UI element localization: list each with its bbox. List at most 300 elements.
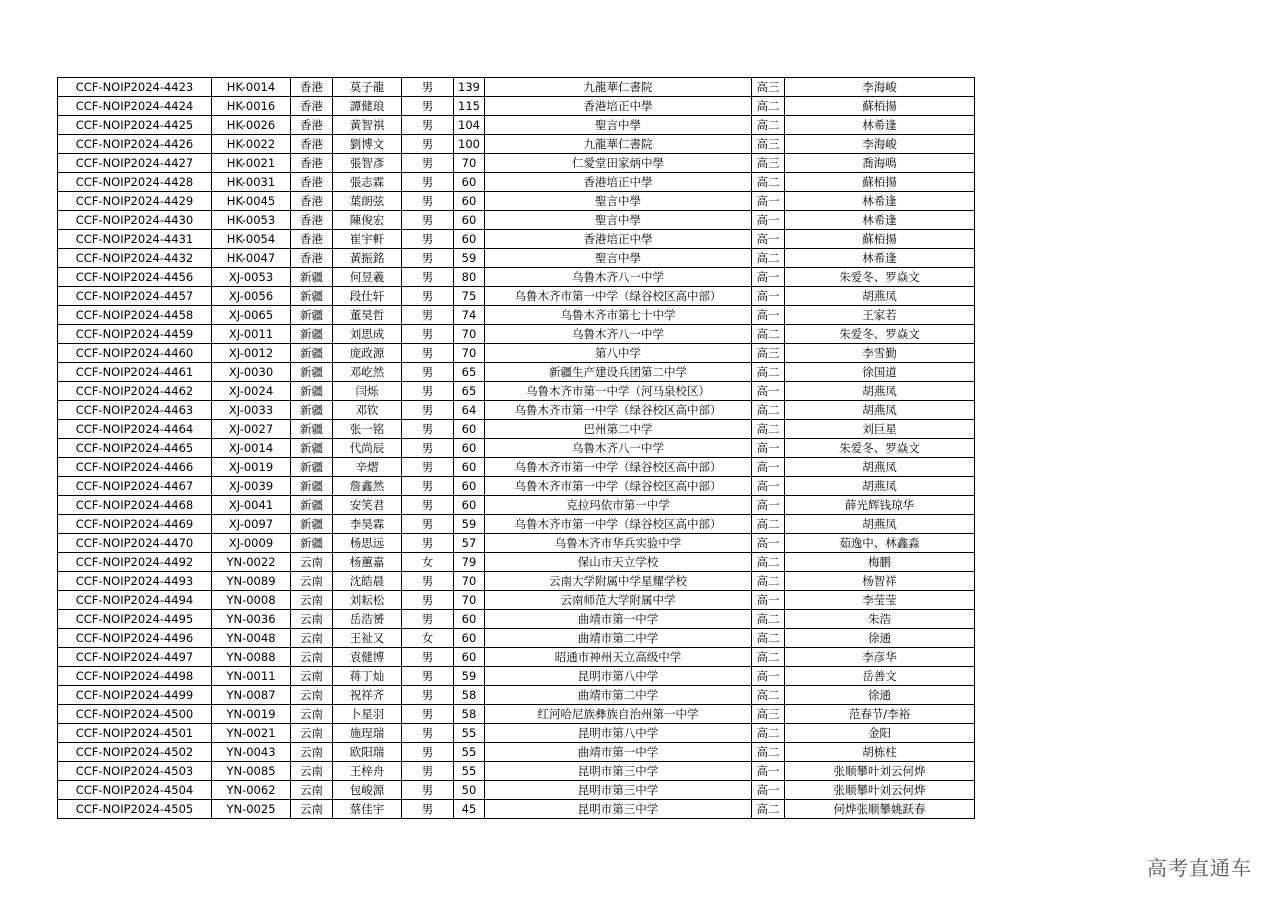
cell-exam-number: HK-0047 — [212, 249, 291, 268]
cell-gender: 男 — [402, 192, 454, 211]
cell-gender: 男 — [402, 686, 454, 705]
cell-gender: 男 — [402, 363, 454, 382]
cell-gender: 男 — [402, 458, 454, 477]
cell-coach: 张顺攀叶刘云何烨 — [785, 781, 975, 800]
cell-exam-number: XJ-0056 — [212, 287, 291, 306]
cell-grade: 高一 — [752, 268, 785, 287]
cell-province: 云南 — [291, 762, 333, 781]
cell-grade: 高二 — [752, 515, 785, 534]
cell-school: 克拉玛依市第一中学 — [485, 496, 752, 515]
cell-name: 蒋丁灿 — [333, 667, 402, 686]
cell-contestant-id: CCF-NOIP2024-4494 — [58, 591, 212, 610]
cell-exam-number: XJ-0024 — [212, 382, 291, 401]
cell-gender: 男 — [402, 230, 454, 249]
cell-school: 昆明市第三中学 — [485, 800, 752, 819]
cell-gender: 男 — [402, 211, 454, 230]
cell-score: 60 — [454, 458, 485, 477]
table-body — [58, 78, 975, 819]
cell-contestant-id: CCF-NOIP2024-4464 — [58, 420, 212, 439]
table-row — [58, 572, 975, 591]
cell-coach: 王家若 — [785, 306, 975, 325]
cell-contestant-id: CCF-NOIP2024-4465 — [58, 439, 212, 458]
cell-score: 70 — [454, 154, 485, 173]
cell-score: 79 — [454, 553, 485, 572]
cell-score: 70 — [454, 591, 485, 610]
cell-province: 香港 — [291, 211, 333, 230]
cell-gender: 男 — [402, 344, 454, 363]
cell-grade: 高一 — [752, 781, 785, 800]
cell-province: 香港 — [291, 116, 333, 135]
table-row — [58, 363, 975, 382]
cell-school: 聖言中學 — [485, 116, 752, 135]
cell-exam-number: HK-0026 — [212, 116, 291, 135]
cell-score: 65 — [454, 382, 485, 401]
cell-score: 58 — [454, 686, 485, 705]
cell-gender: 男 — [402, 705, 454, 724]
cell-gender: 男 — [402, 496, 454, 515]
table-row — [58, 667, 975, 686]
cell-exam-number: XJ-0009 — [212, 534, 291, 553]
cell-school: 乌鲁木齐市华兵实验中学 — [485, 534, 752, 553]
table-row — [58, 648, 975, 667]
table-row — [58, 477, 975, 496]
cell-province: 云南 — [291, 686, 333, 705]
cell-score: 60 — [454, 477, 485, 496]
cell-coach: 金阳 — [785, 724, 975, 743]
table-row — [58, 534, 975, 553]
table-row — [58, 496, 975, 515]
cell-score: 60 — [454, 211, 485, 230]
table-row — [58, 553, 975, 572]
cell-exam-number: HK-0045 — [212, 192, 291, 211]
cell-province: 香港 — [291, 97, 333, 116]
cell-contestant-id: CCF-NOIP2024-4456 — [58, 268, 212, 287]
cell-school: 昭通市神州天立高级中学 — [485, 648, 752, 667]
cell-gender: 男 — [402, 287, 454, 306]
cell-name: 蔡佳宇 — [333, 800, 402, 819]
cell-gender: 男 — [402, 249, 454, 268]
cell-name: 劉博文 — [333, 135, 402, 154]
cell-school: 新疆生产建设兵团第二中学 — [485, 363, 752, 382]
cell-province: 新疆 — [291, 344, 333, 363]
cell-province: 新疆 — [291, 325, 333, 344]
cell-coach: 李莹莹 — [785, 591, 975, 610]
table-row — [58, 382, 975, 401]
cell-school: 乌鲁木齐八一中学 — [485, 268, 752, 287]
cell-contestant-id: CCF-NOIP2024-4461 — [58, 363, 212, 382]
cell-name: 袁健博 — [333, 648, 402, 667]
cell-province: 新疆 — [291, 382, 333, 401]
cell-contestant-id: CCF-NOIP2024-4492 — [58, 553, 212, 572]
cell-exam-number: XJ-0030 — [212, 363, 291, 382]
cell-exam-number: HK-0054 — [212, 230, 291, 249]
cell-grade: 高二 — [752, 553, 785, 572]
cell-contestant-id: CCF-NOIP2024-4431 — [58, 230, 212, 249]
cell-gender: 男 — [402, 762, 454, 781]
cell-grade: 高二 — [752, 724, 785, 743]
cell-province: 新疆 — [291, 496, 333, 515]
cell-grade: 高一 — [752, 458, 785, 477]
cell-contestant-id: CCF-NOIP2024-4500 — [58, 705, 212, 724]
cell-exam-number: YN-0021 — [212, 724, 291, 743]
cell-coach: 胡燕凤 — [785, 477, 975, 496]
cell-coach: 张顺攀叶刘云何烨 — [785, 762, 975, 781]
cell-coach: 李雪勤 — [785, 344, 975, 363]
cell-name: 刘思成 — [333, 325, 402, 344]
cell-score: 55 — [454, 743, 485, 762]
cell-score: 80 — [454, 268, 485, 287]
cell-grade: 高一 — [752, 230, 785, 249]
cell-score: 58 — [454, 705, 485, 724]
cell-coach: 胡燕凤 — [785, 458, 975, 477]
cell-score: 100 — [454, 135, 485, 154]
cell-score: 75 — [454, 287, 485, 306]
cell-school: 乌鲁木齐市第一中学（绿谷校区高中部） — [485, 287, 752, 306]
cell-grade: 高一 — [752, 382, 785, 401]
table-row — [58, 306, 975, 325]
cell-exam-number: XJ-0012 — [212, 344, 291, 363]
cell-score: 59 — [454, 667, 485, 686]
cell-gender: 男 — [402, 135, 454, 154]
cell-grade: 高二 — [752, 325, 785, 344]
cell-grade: 高一 — [752, 287, 785, 306]
cell-school: 乌鲁木齐市第一中学（绿谷校区高中部） — [485, 515, 752, 534]
cell-coach: 林希逢 — [785, 249, 975, 268]
cell-exam-number: YN-0089 — [212, 572, 291, 591]
cell-score: 115 — [454, 97, 485, 116]
cell-contestant-id: CCF-NOIP2024-4496 — [58, 629, 212, 648]
cell-province: 新疆 — [291, 534, 333, 553]
cell-score: 59 — [454, 515, 485, 534]
table-row — [58, 439, 975, 458]
cell-name: 沈皓晨 — [333, 572, 402, 591]
cell-coach: 胡燕凤 — [785, 401, 975, 420]
cell-grade: 高二 — [752, 116, 785, 135]
cell-province: 云南 — [291, 724, 333, 743]
cell-exam-number: XJ-0039 — [212, 477, 291, 496]
table-row — [58, 515, 975, 534]
cell-gender: 男 — [402, 116, 454, 135]
cell-gender: 男 — [402, 420, 454, 439]
cell-province: 云南 — [291, 743, 333, 762]
cell-province: 云南 — [291, 667, 333, 686]
table-row — [58, 97, 975, 116]
cell-grade: 高一 — [752, 211, 785, 230]
cell-school: 巴州第二中学 — [485, 420, 752, 439]
cell-contestant-id: CCF-NOIP2024-4426 — [58, 135, 212, 154]
cell-name: 邓钦 — [333, 401, 402, 420]
cell-exam-number: HK-0053 — [212, 211, 291, 230]
cell-coach: 范春节/李裕 — [785, 705, 975, 724]
cell-name: 崔宇軒 — [333, 230, 402, 249]
cell-contestant-id: CCF-NOIP2024-4432 — [58, 249, 212, 268]
cell-coach: 林希逢 — [785, 116, 975, 135]
cell-exam-number: YN-0019 — [212, 705, 291, 724]
cell-school: 聖言中學 — [485, 211, 752, 230]
cell-gender: 男 — [402, 268, 454, 287]
cell-coach: 茹逸中、林鑫淼 — [785, 534, 975, 553]
watermark-text: 高考直通车 — [1147, 856, 1252, 880]
cell-score: 60 — [454, 230, 485, 249]
cell-gender: 男 — [402, 667, 454, 686]
results-table — [57, 77, 975, 819]
cell-gender: 女 — [402, 553, 454, 572]
cell-exam-number: XJ-0019 — [212, 458, 291, 477]
table-row — [58, 249, 975, 268]
cell-province: 香港 — [291, 249, 333, 268]
cell-score: 60 — [454, 420, 485, 439]
cell-contestant-id: CCF-NOIP2024-4428 — [58, 173, 212, 192]
cell-coach: 徐国道 — [785, 363, 975, 382]
table-row — [58, 762, 975, 781]
cell-school: 乌鲁木齐市第一中学（河马泉校区） — [485, 382, 752, 401]
cell-coach: 李海峻 — [785, 135, 975, 154]
cell-gender: 男 — [402, 439, 454, 458]
cell-name: 安笑君 — [333, 496, 402, 515]
cell-contestant-id: CCF-NOIP2024-4503 — [58, 762, 212, 781]
cell-province: 云南 — [291, 572, 333, 591]
cell-contestant-id: CCF-NOIP2024-4505 — [58, 800, 212, 819]
cell-contestant-id: CCF-NOIP2024-4427 — [58, 154, 212, 173]
cell-name: 張智彥 — [333, 154, 402, 173]
cell-coach: 李海峻 — [785, 78, 975, 97]
cell-exam-number: YN-0048 — [212, 629, 291, 648]
cell-score: 60 — [454, 496, 485, 515]
cell-contestant-id: CCF-NOIP2024-4470 — [58, 534, 212, 553]
table-row — [58, 686, 975, 705]
cell-grade: 高一 — [752, 667, 785, 686]
cell-school: 昆明市第八中学 — [485, 667, 752, 686]
cell-school: 乌鲁木齐八一中学 — [485, 325, 752, 344]
cell-score: 104 — [454, 116, 485, 135]
cell-school: 云南大学附属中学星耀学校 — [485, 572, 752, 591]
cell-name: 施珵瑞 — [333, 724, 402, 743]
cell-gender: 男 — [402, 154, 454, 173]
cell-grade: 高三 — [752, 78, 785, 97]
cell-exam-number: YN-0011 — [212, 667, 291, 686]
cell-name: 庞政源 — [333, 344, 402, 363]
cell-exam-number: XJ-0033 — [212, 401, 291, 420]
cell-province: 云南 — [291, 781, 333, 800]
cell-school: 红河哈尼族彝族自治州第一中学 — [485, 705, 752, 724]
cell-exam-number: YN-0088 — [212, 648, 291, 667]
cell-exam-number: XJ-0014 — [212, 439, 291, 458]
cell-province: 云南 — [291, 629, 333, 648]
cell-coach: 李彦华 — [785, 648, 975, 667]
table-row — [58, 78, 975, 97]
cell-school: 香港培正中學 — [485, 97, 752, 116]
cell-score: 60 — [454, 192, 485, 211]
cell-name: 刘耘松 — [333, 591, 402, 610]
table-row — [58, 724, 975, 743]
cell-gender: 男 — [402, 800, 454, 819]
cell-school: 九龍華仁書院 — [485, 135, 752, 154]
table-row — [58, 154, 975, 173]
cell-grade: 高一 — [752, 192, 785, 211]
cell-school: 昆明市第八中学 — [485, 724, 752, 743]
cell-contestant-id: CCF-NOIP2024-4460 — [58, 344, 212, 363]
cell-exam-number: YN-0036 — [212, 610, 291, 629]
cell-exam-number: HK-0031 — [212, 173, 291, 192]
cell-grade: 高二 — [752, 572, 785, 591]
table-row — [58, 420, 975, 439]
cell-contestant-id: CCF-NOIP2024-4501 — [58, 724, 212, 743]
cell-grade: 高二 — [752, 648, 785, 667]
cell-coach: 林希逢 — [785, 211, 975, 230]
cell-exam-number: YN-0008 — [212, 591, 291, 610]
cell-score: 70 — [454, 325, 485, 344]
cell-contestant-id: CCF-NOIP2024-4466 — [58, 458, 212, 477]
cell-province: 香港 — [291, 230, 333, 249]
cell-exam-number: XJ-0041 — [212, 496, 291, 515]
cell-coach: 胡燕凤 — [785, 515, 975, 534]
cell-contestant-id: CCF-NOIP2024-4458 — [58, 306, 212, 325]
cell-grade: 高二 — [752, 629, 785, 648]
cell-province: 香港 — [291, 78, 333, 97]
cell-gender: 男 — [402, 515, 454, 534]
cell-contestant-id: CCF-NOIP2024-4463 — [58, 401, 212, 420]
cell-contestant-id: CCF-NOIP2024-4498 — [58, 667, 212, 686]
cell-gender: 男 — [402, 534, 454, 553]
cell-name: 陳俊宏 — [333, 211, 402, 230]
cell-score: 74 — [454, 306, 485, 325]
cell-grade: 高一 — [752, 306, 785, 325]
cell-grade: 高二 — [752, 610, 785, 629]
table-row — [58, 116, 975, 135]
cell-province: 新疆 — [291, 287, 333, 306]
table-row — [58, 287, 975, 306]
cell-school: 昆明市第三中学 — [485, 781, 752, 800]
table-row — [58, 800, 975, 819]
table-row — [58, 268, 975, 287]
cell-grade: 高二 — [752, 173, 785, 192]
cell-gender: 男 — [402, 306, 454, 325]
cell-score: 55 — [454, 762, 485, 781]
cell-coach: 梅鹏 — [785, 553, 975, 572]
cell-name: 张一铭 — [333, 420, 402, 439]
cell-name: 黃振銘 — [333, 249, 402, 268]
cell-coach: 何烨张顺攀姚跃春 — [785, 800, 975, 819]
cell-exam-number: XJ-0065 — [212, 306, 291, 325]
cell-coach: 朱爱冬、罗焱文 — [785, 439, 975, 458]
table-row — [58, 781, 975, 800]
cell-grade: 高三 — [752, 344, 785, 363]
cell-grade: 高二 — [752, 420, 785, 439]
cell-school: 乌鲁木齐八一中学 — [485, 439, 752, 458]
cell-coach: 徐通 — [785, 686, 975, 705]
cell-province: 云南 — [291, 648, 333, 667]
cell-contestant-id: CCF-NOIP2024-4504 — [58, 781, 212, 800]
cell-school: 曲靖市第一中学 — [485, 610, 752, 629]
cell-exam-number: XJ-0027 — [212, 420, 291, 439]
cell-name: 代尚辰 — [333, 439, 402, 458]
cell-coach: 徐通 — [785, 629, 975, 648]
cell-exam-number: YN-0043 — [212, 743, 291, 762]
table-row — [58, 743, 975, 762]
cell-name: 葉朗弦 — [333, 192, 402, 211]
cell-score: 70 — [454, 344, 485, 363]
cell-score: 65 — [454, 363, 485, 382]
cell-contestant-id: CCF-NOIP2024-4425 — [58, 116, 212, 135]
cell-coach: 胡栋柱 — [785, 743, 975, 762]
cell-school: 第八中学 — [485, 344, 752, 363]
cell-gender: 男 — [402, 572, 454, 591]
table-row — [58, 458, 975, 477]
cell-score: 57 — [454, 534, 485, 553]
cell-score: 60 — [454, 610, 485, 629]
cell-gender: 男 — [402, 648, 454, 667]
cell-coach: 胡燕凤 — [785, 287, 975, 306]
cell-score: 59 — [454, 249, 485, 268]
cell-province: 云南 — [291, 553, 333, 572]
cell-school: 聖言中學 — [485, 192, 752, 211]
cell-school: 聖言中學 — [485, 249, 752, 268]
cell-school: 乌鲁木齐市第一中学（绿谷校区高中部） — [485, 477, 752, 496]
cell-province: 新疆 — [291, 420, 333, 439]
cell-coach: 蘇栢揚 — [785, 173, 975, 192]
table-row — [58, 325, 975, 344]
cell-name: 段仕轩 — [333, 287, 402, 306]
cell-score: 60 — [454, 173, 485, 192]
cell-school: 乌鲁木齐市第一中学（绿谷校区高中部） — [485, 458, 752, 477]
cell-grade: 高一 — [752, 477, 785, 496]
cell-score: 139 — [454, 78, 485, 97]
cell-contestant-id: CCF-NOIP2024-4468 — [58, 496, 212, 515]
cell-gender: 男 — [402, 781, 454, 800]
cell-gender: 男 — [402, 325, 454, 344]
table-row — [58, 230, 975, 249]
cell-score: 60 — [454, 629, 485, 648]
cell-grade: 高一 — [752, 496, 785, 515]
cell-coach: 喬海鳴 — [785, 154, 975, 173]
cell-contestant-id: CCF-NOIP2024-4457 — [58, 287, 212, 306]
cell-grade: 高一 — [752, 591, 785, 610]
cell-grade: 高二 — [752, 401, 785, 420]
cell-coach: 朱爱冬、罗焱文 — [785, 268, 975, 287]
cell-name: 莫子龍 — [333, 78, 402, 97]
cell-exam-number: XJ-0011 — [212, 325, 291, 344]
cell-grade: 高一 — [752, 439, 785, 458]
cell-coach: 杨智祥 — [785, 572, 975, 591]
cell-exam-number: HK-0022 — [212, 135, 291, 154]
cell-province: 香港 — [291, 154, 333, 173]
cell-school: 九龍華仁書院 — [485, 78, 752, 97]
cell-name: 黃智祺 — [333, 116, 402, 135]
cell-province: 云南 — [291, 800, 333, 819]
cell-province: 云南 — [291, 591, 333, 610]
cell-gender: 男 — [402, 477, 454, 496]
cell-contestant-id: CCF-NOIP2024-4423 — [58, 78, 212, 97]
cell-score: 70 — [454, 572, 485, 591]
cell-exam-number: YN-0022 — [212, 553, 291, 572]
cell-name: 卜星羽 — [333, 705, 402, 724]
cell-gender: 男 — [402, 97, 454, 116]
cell-school: 曲靖市第二中学 — [485, 686, 752, 705]
cell-gender: 男 — [402, 591, 454, 610]
cell-name: 何昱羲 — [333, 268, 402, 287]
cell-gender: 男 — [402, 610, 454, 629]
cell-name: 闫烁 — [333, 382, 402, 401]
cell-school: 香港培正中學 — [485, 173, 752, 192]
cell-grade: 高一 — [752, 534, 785, 553]
cell-school: 乌鲁木齐市第一中学（绿谷校区高中部） — [485, 401, 752, 420]
cell-name: 董昊哲 — [333, 306, 402, 325]
cell-exam-number: YN-0085 — [212, 762, 291, 781]
cell-score: 50 — [454, 781, 485, 800]
cell-name: 王梓舟 — [333, 762, 402, 781]
cell-province: 新疆 — [291, 363, 333, 382]
cell-name: 李昊霖 — [333, 515, 402, 534]
